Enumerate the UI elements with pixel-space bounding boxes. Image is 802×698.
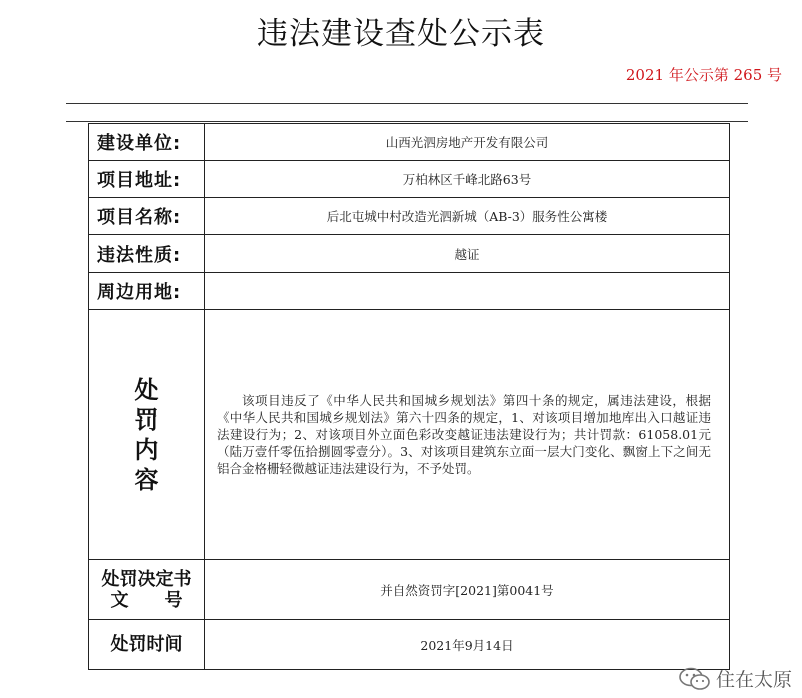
page-title: 违法建设查处公示表 — [257, 16, 545, 52]
top-rule-1 — [66, 103, 748, 104]
penalty-label-char: 内 — [134, 435, 159, 464]
decision-label — [89, 560, 205, 620]
penalty-content — [205, 310, 730, 560]
penalty-label-char: 罚 — [134, 405, 159, 434]
time-label: 处罚时间 — [89, 620, 205, 670]
row-project — [89, 198, 730, 235]
wechat-icon — [678, 667, 712, 691]
nature-value: 越证 — [205, 235, 730, 273]
penalty-label — [89, 310, 205, 560]
project-label: 项目名称: — [89, 198, 205, 235]
row-nature — [89, 235, 730, 273]
decision-value: 并自然资罚字[2021]第0041号 — [205, 560, 730, 620]
row-penalty — [89, 310, 730, 560]
row-decision — [89, 560, 730, 620]
row-address — [89, 161, 730, 198]
time-value: 2021年9月14日 — [205, 620, 730, 670]
penalty-label-char: 容 — [134, 465, 159, 494]
address-value: 万柏林区千峰北路63号 — [205, 161, 730, 198]
watermark — [678, 665, 792, 692]
watermark-text: 住在太原 — [715, 669, 792, 691]
builder-value: 山西光泗房地产开发有限公司 — [205, 124, 730, 161]
penalty-label-char: 处 — [134, 375, 159, 404]
landuse-label: 周边用地: — [89, 273, 205, 310]
row-time — [89, 620, 730, 670]
row-builder — [89, 124, 730, 161]
notice-table — [88, 123, 730, 670]
builder-label: 建设单位: — [89, 124, 205, 161]
address-label: 项目地址: — [89, 161, 205, 198]
project-value: 后北屯城中村改造光泗新城（AB-3）服务性公寓楼 — [205, 198, 730, 235]
decision-label-line1: 处罚决定书 — [101, 568, 192, 590]
nature-label: 违法性质: — [89, 235, 205, 273]
penalty-text: 该项目违反了《中华人民共和国城乡规划法》第四十条的规定，属违法建设，根据《中华人民共和国城乡规划法》第六十四条的规定，1、对该项目增加地库出入口越证违法建设行为；2、对该项目外立面色彩改变越证违法建设行为；共计罚款：61058.01元（陆万壹仟零伍拾捌圆零壹分）。3、对该项目建筑东立面一层大门变化、飘窗上下之间无铝合金格栅轻微越证违法建设行为，不予处罚。 — [217, 393, 711, 476]
decision-label-line2: 文 号 — [110, 589, 183, 611]
row-landuse — [89, 273, 730, 310]
notice-number: 2021 年公示第 265 号 — [625, 66, 782, 84]
landuse-value — [205, 273, 730, 310]
top-rule-2 — [66, 121, 748, 122]
